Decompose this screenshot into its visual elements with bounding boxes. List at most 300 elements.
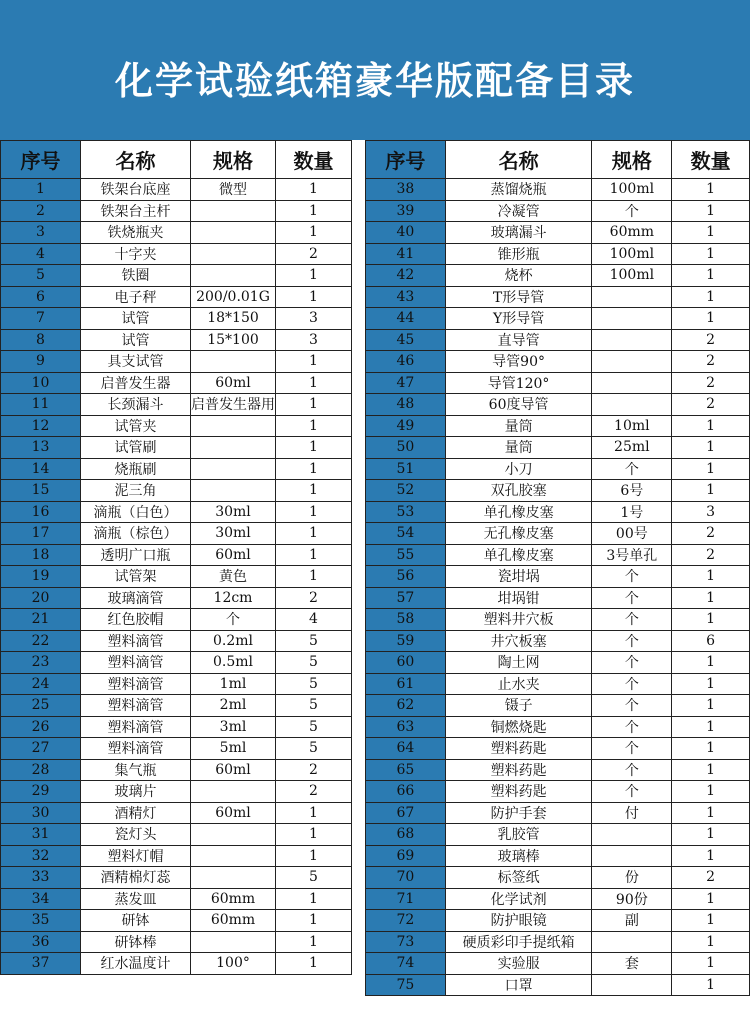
item-name: 化学试剂 <box>445 888 592 910</box>
row-index: 10 <box>1 372 81 394</box>
item-name: 滴瓶（棕色） <box>81 523 191 545</box>
row-index: 62 <box>366 695 446 717</box>
row-index: 25 <box>1 695 81 717</box>
row-index: 61 <box>366 673 446 695</box>
row-index: 71 <box>366 888 446 910</box>
item-quantity: 2 <box>672 523 750 545</box>
item-name: 酒精棉灯蕊 <box>81 867 191 889</box>
item-name: 铁架台底座 <box>81 179 191 201</box>
item-quantity: 5 <box>276 716 352 738</box>
table-row <box>366 544 750 566</box>
table-row <box>1 931 352 953</box>
item-quantity: 1 <box>276 566 352 588</box>
item-spec: 黄色 <box>191 566 276 588</box>
item-spec: 个 <box>592 630 672 652</box>
table-row <box>366 394 750 416</box>
item-name: 量筒 <box>445 437 592 459</box>
item-name: 塑料井穴板 <box>445 609 592 631</box>
table-row <box>1 394 352 416</box>
item-spec: 0.5ml <box>191 652 276 674</box>
table-row <box>1 265 352 287</box>
item-quantity: 1 <box>276 351 352 373</box>
item-name: 导管120° <box>445 372 592 394</box>
table-row <box>1 351 352 373</box>
row-index: 44 <box>366 308 446 330</box>
table-row <box>1 738 352 760</box>
row-index: 3 <box>1 222 81 244</box>
table-row <box>1 458 352 480</box>
table-row <box>1 759 352 781</box>
item-name: 塑料药匙 <box>445 738 592 760</box>
item-spec: 6号 <box>592 480 672 502</box>
table-row <box>1 695 352 717</box>
item-name: 防护眼镜 <box>445 910 592 932</box>
item-quantity: 5 <box>276 867 352 889</box>
item-quantity: 3 <box>276 308 352 330</box>
item-spec: 60ml <box>191 544 276 566</box>
item-name: 烧杯 <box>445 265 592 287</box>
table-row <box>1 308 352 330</box>
item-spec: 100° <box>191 953 276 975</box>
page-title: 化学试验纸箱豪华版配备目录 <box>114 59 635 103</box>
title-banner <box>0 0 750 140</box>
row-index: 5 <box>1 265 81 287</box>
item-spec: 个 <box>592 695 672 717</box>
item-quantity: 1 <box>672 716 750 738</box>
row-index: 70 <box>366 867 446 889</box>
item-spec: 个 <box>592 652 672 674</box>
item-spec: 副 <box>592 910 672 932</box>
table-row <box>1 243 352 265</box>
item-name: 无孔橡皮塞 <box>445 523 592 545</box>
item-spec: 个 <box>592 609 672 631</box>
item-quantity: 1 <box>672 458 750 480</box>
table-row <box>366 609 750 631</box>
row-index: 45 <box>366 329 446 351</box>
row-index: 34 <box>1 888 81 910</box>
item-name: 铁圈 <box>81 265 191 287</box>
table-row <box>366 931 750 953</box>
item-quantity: 1 <box>672 200 750 222</box>
item-name: 硬质彩印手提纸箱 <box>445 931 592 953</box>
row-index: 29 <box>1 781 81 803</box>
item-name: 60度导管 <box>445 394 592 416</box>
table-row <box>1 480 352 502</box>
item-quantity: 1 <box>276 179 352 201</box>
item-spec <box>191 243 276 265</box>
item-name: 坩埚钳 <box>445 587 592 609</box>
item-spec <box>592 974 672 996</box>
item-quantity: 1 <box>672 286 750 308</box>
item-spec: 份 <box>592 867 672 889</box>
item-name: 塑料灯帽 <box>81 845 191 867</box>
item-name: 试管刷 <box>81 437 191 459</box>
table-row <box>1 824 352 846</box>
item-spec: 12cm <box>191 587 276 609</box>
item-spec <box>191 824 276 846</box>
item-name: 陶土网 <box>445 652 592 674</box>
item-quantity: 1 <box>672 802 750 824</box>
item-spec: 2ml <box>191 695 276 717</box>
item-spec: 1号 <box>592 501 672 523</box>
table-row <box>366 630 750 652</box>
item-spec: 200/0.01G <box>191 286 276 308</box>
item-name: 十字夹 <box>81 243 191 265</box>
table-row <box>366 286 750 308</box>
item-quantity: 1 <box>672 738 750 760</box>
row-index: 72 <box>366 910 446 932</box>
item-spec <box>592 372 672 394</box>
row-index: 32 <box>1 845 81 867</box>
item-quantity: 1 <box>672 437 750 459</box>
table-row <box>366 845 750 867</box>
item-quantity: 1 <box>276 265 352 287</box>
item-name: 塑料滴管 <box>81 673 191 695</box>
item-quantity: 1 <box>672 824 750 846</box>
row-index: 63 <box>366 716 446 738</box>
item-name: 启普发生器 <box>81 372 191 394</box>
table-row <box>366 824 750 846</box>
row-index: 14 <box>1 458 81 480</box>
item-spec: 10ml <box>592 415 672 437</box>
item-name: 导管90° <box>445 351 592 373</box>
table-row <box>366 695 750 717</box>
row-index: 35 <box>1 910 81 932</box>
item-name: 研钵棒 <box>81 931 191 953</box>
row-index: 13 <box>1 437 81 459</box>
item-quantity: 5 <box>276 673 352 695</box>
item-name: 塑料滴管 <box>81 695 191 717</box>
item-name: 单孔橡皮塞 <box>445 544 592 566</box>
item-spec <box>592 351 672 373</box>
row-index: 31 <box>1 824 81 846</box>
row-index: 7 <box>1 308 81 330</box>
item-spec: 60ml <box>191 372 276 394</box>
catalog-table-left <box>0 140 352 975</box>
item-name: 具支试管 <box>81 351 191 373</box>
row-index: 1 <box>1 179 81 201</box>
item-quantity: 5 <box>276 652 352 674</box>
item-name: 口罩 <box>445 974 592 996</box>
table-row <box>366 222 750 244</box>
item-name: 塑料滴管 <box>81 630 191 652</box>
table-row <box>366 200 750 222</box>
table-row <box>366 265 750 287</box>
table-row <box>1 652 352 674</box>
item-name: 集气瓶 <box>81 759 191 781</box>
item-quantity: 1 <box>276 394 352 416</box>
item-name: 试管 <box>81 329 191 351</box>
item-spec: 个 <box>592 587 672 609</box>
row-index: 56 <box>366 566 446 588</box>
item-name: 长颈漏斗 <box>81 394 191 416</box>
item-name: 透明广口瓶 <box>81 544 191 566</box>
header-spec: 规格 <box>592 141 672 179</box>
item-spec: 100ml <box>592 243 672 265</box>
row-index: 19 <box>1 566 81 588</box>
table-row <box>366 243 750 265</box>
table-row <box>366 867 750 889</box>
row-index: 69 <box>366 845 446 867</box>
item-name: 瓷灯头 <box>81 824 191 846</box>
row-index: 18 <box>1 544 81 566</box>
header-row <box>366 141 750 179</box>
item-name: 红水温度计 <box>81 953 191 975</box>
item-spec <box>592 394 672 416</box>
table-row <box>1 888 352 910</box>
item-quantity: 3 <box>276 329 352 351</box>
item-quantity: 2 <box>672 329 750 351</box>
item-spec: 15*100 <box>191 329 276 351</box>
item-spec: 100ml <box>592 179 672 201</box>
item-spec: 3ml <box>191 716 276 738</box>
header-spec: 规格 <box>191 141 276 179</box>
table-row <box>366 652 750 674</box>
header-name: 名称 <box>445 141 592 179</box>
item-name: 酒精灯 <box>81 802 191 824</box>
item-quantity: 1 <box>672 587 750 609</box>
item-spec <box>191 867 276 889</box>
table-row <box>1 630 352 652</box>
row-index: 74 <box>366 953 446 975</box>
table-row <box>1 587 352 609</box>
item-spec <box>592 931 672 953</box>
item-name: 铁烧瓶夹 <box>81 222 191 244</box>
row-index: 36 <box>1 931 81 953</box>
row-index: 30 <box>1 802 81 824</box>
header-index: 序号 <box>366 141 446 179</box>
item-spec: 微型 <box>191 179 276 201</box>
item-spec <box>191 415 276 437</box>
item-spec: 个 <box>592 759 672 781</box>
row-index: 60 <box>366 652 446 674</box>
table-row <box>1 501 352 523</box>
row-index: 64 <box>366 738 446 760</box>
item-quantity: 1 <box>276 931 352 953</box>
item-name: 试管 <box>81 308 191 330</box>
row-index: 38 <box>366 179 446 201</box>
item-name: 烧瓶刷 <box>81 458 191 480</box>
item-quantity: 1 <box>672 845 750 867</box>
row-index: 11 <box>1 394 81 416</box>
table-row <box>1 544 352 566</box>
item-spec: 启普发生器用 <box>191 394 276 416</box>
row-index: 59 <box>366 630 446 652</box>
item-spec: 个 <box>592 200 672 222</box>
item-quantity: 1 <box>672 781 750 803</box>
item-name: 止水夹 <box>445 673 592 695</box>
row-index: 23 <box>1 652 81 674</box>
row-index: 47 <box>366 372 446 394</box>
table-row <box>1 867 352 889</box>
table-row <box>1 200 352 222</box>
item-quantity: 1 <box>672 243 750 265</box>
header-index: 序号 <box>1 141 81 179</box>
row-index: 17 <box>1 523 81 545</box>
item-quantity: 1 <box>276 845 352 867</box>
item-name: 镊子 <box>445 695 592 717</box>
item-quantity: 1 <box>276 544 352 566</box>
item-spec: 60mm <box>191 910 276 932</box>
table-row <box>366 329 750 351</box>
row-index: 49 <box>366 415 446 437</box>
item-spec: 100ml <box>592 265 672 287</box>
row-index: 4 <box>1 243 81 265</box>
item-name: 铜燃烧匙 <box>445 716 592 738</box>
item-quantity: 1 <box>672 566 750 588</box>
item-spec: 1ml <box>191 673 276 695</box>
item-name: T形导管 <box>445 286 592 308</box>
item-quantity: 1 <box>276 523 352 545</box>
item-spec: 个 <box>592 716 672 738</box>
row-index: 52 <box>366 480 446 502</box>
item-name: 滴瓶（白色） <box>81 501 191 523</box>
item-name: 瓷坩埚 <box>445 566 592 588</box>
item-spec <box>592 329 672 351</box>
item-name: 单孔橡皮塞 <box>445 501 592 523</box>
item-quantity: 2 <box>672 867 750 889</box>
table-row <box>366 759 750 781</box>
table-row <box>366 587 750 609</box>
item-name: 研钵 <box>81 910 191 932</box>
row-index: 39 <box>366 200 446 222</box>
item-quantity: 2 <box>276 781 352 803</box>
item-spec: 90份 <box>592 888 672 910</box>
item-name: 玻璃漏斗 <box>445 222 592 244</box>
table-row <box>1 845 352 867</box>
item-quantity: 1 <box>276 200 352 222</box>
item-name: 冷凝管 <box>445 200 592 222</box>
table-row <box>1 222 352 244</box>
item-spec: 00号 <box>592 523 672 545</box>
item-quantity: 1 <box>672 673 750 695</box>
table-row <box>366 501 750 523</box>
row-index: 15 <box>1 480 81 502</box>
row-index: 40 <box>366 222 446 244</box>
item-spec <box>191 781 276 803</box>
item-quantity: 5 <box>276 695 352 717</box>
item-spec: 付 <box>592 802 672 824</box>
item-spec: 60ml <box>191 759 276 781</box>
table-row <box>366 974 750 996</box>
table-row <box>1 179 352 201</box>
table-row <box>1 415 352 437</box>
item-name: 玻璃滴管 <box>81 587 191 609</box>
item-quantity: 1 <box>276 501 352 523</box>
table-row <box>1 437 352 459</box>
item-quantity: 1 <box>672 265 750 287</box>
table-row <box>366 372 750 394</box>
row-index: 50 <box>366 437 446 459</box>
row-index: 9 <box>1 351 81 373</box>
table-row <box>1 910 352 932</box>
item-quantity: 2 <box>672 394 750 416</box>
item-quantity: 2 <box>276 587 352 609</box>
table-row <box>1 781 352 803</box>
table-row <box>1 802 352 824</box>
item-spec <box>592 286 672 308</box>
item-spec: 3号单孔 <box>592 544 672 566</box>
header-name: 名称 <box>81 141 191 179</box>
row-index: 20 <box>1 587 81 609</box>
item-name: 直导管 <box>445 329 592 351</box>
table-row <box>1 609 352 631</box>
item-quantity: 5 <box>276 630 352 652</box>
table-row <box>366 437 750 459</box>
item-spec <box>191 931 276 953</box>
item-name: 塑料药匙 <box>445 759 592 781</box>
item-spec <box>191 200 276 222</box>
item-spec: 个 <box>592 673 672 695</box>
item-quantity: 1 <box>276 415 352 437</box>
item-spec: 个 <box>592 458 672 480</box>
row-index: 66 <box>366 781 446 803</box>
table-row <box>366 351 750 373</box>
item-spec: 5ml <box>191 738 276 760</box>
row-index: 26 <box>1 716 81 738</box>
item-name: 蒸发皿 <box>81 888 191 910</box>
row-index: 22 <box>1 630 81 652</box>
item-name: 蒸馏烧瓶 <box>445 179 592 201</box>
item-spec <box>191 480 276 502</box>
item-spec <box>592 308 672 330</box>
table-row <box>366 888 750 910</box>
table-row <box>366 566 750 588</box>
item-spec: 25ml <box>592 437 672 459</box>
item-spec: 个 <box>592 738 672 760</box>
row-index: 6 <box>1 286 81 308</box>
item-quantity: 1 <box>672 480 750 502</box>
item-spec: 60ml <box>191 802 276 824</box>
item-quantity: 1 <box>276 372 352 394</box>
item-name: 玻璃片 <box>81 781 191 803</box>
item-spec <box>191 351 276 373</box>
table-row <box>1 566 352 588</box>
item-name: 泥三角 <box>81 480 191 502</box>
item-quantity: 1 <box>672 222 750 244</box>
item-name: 锥形瓶 <box>445 243 592 265</box>
table-row <box>366 480 750 502</box>
table-row <box>366 415 750 437</box>
item-name: 铁架台主杆 <box>81 200 191 222</box>
item-spec: 30ml <box>191 523 276 545</box>
table-row <box>366 179 750 201</box>
item-spec: 60mm <box>191 888 276 910</box>
item-quantity: 1 <box>672 931 750 953</box>
item-spec <box>592 824 672 846</box>
row-index: 27 <box>1 738 81 760</box>
table-row <box>366 673 750 695</box>
item-name: 试管架 <box>81 566 191 588</box>
table-row <box>366 781 750 803</box>
table-row <box>366 716 750 738</box>
row-index: 75 <box>366 974 446 996</box>
item-quantity: 1 <box>672 974 750 996</box>
table-row <box>366 523 750 545</box>
table-row <box>1 286 352 308</box>
item-spec: 个 <box>592 566 672 588</box>
row-index: 53 <box>366 501 446 523</box>
item-name: 塑料滴管 <box>81 652 191 674</box>
table-row <box>1 329 352 351</box>
item-name: 小刀 <box>445 458 592 480</box>
item-quantity: 1 <box>672 652 750 674</box>
item-name: 量筒 <box>445 415 592 437</box>
table-row <box>1 372 352 394</box>
item-name: 井穴板塞 <box>445 630 592 652</box>
table-row <box>366 738 750 760</box>
header-qty: 数量 <box>276 141 352 179</box>
